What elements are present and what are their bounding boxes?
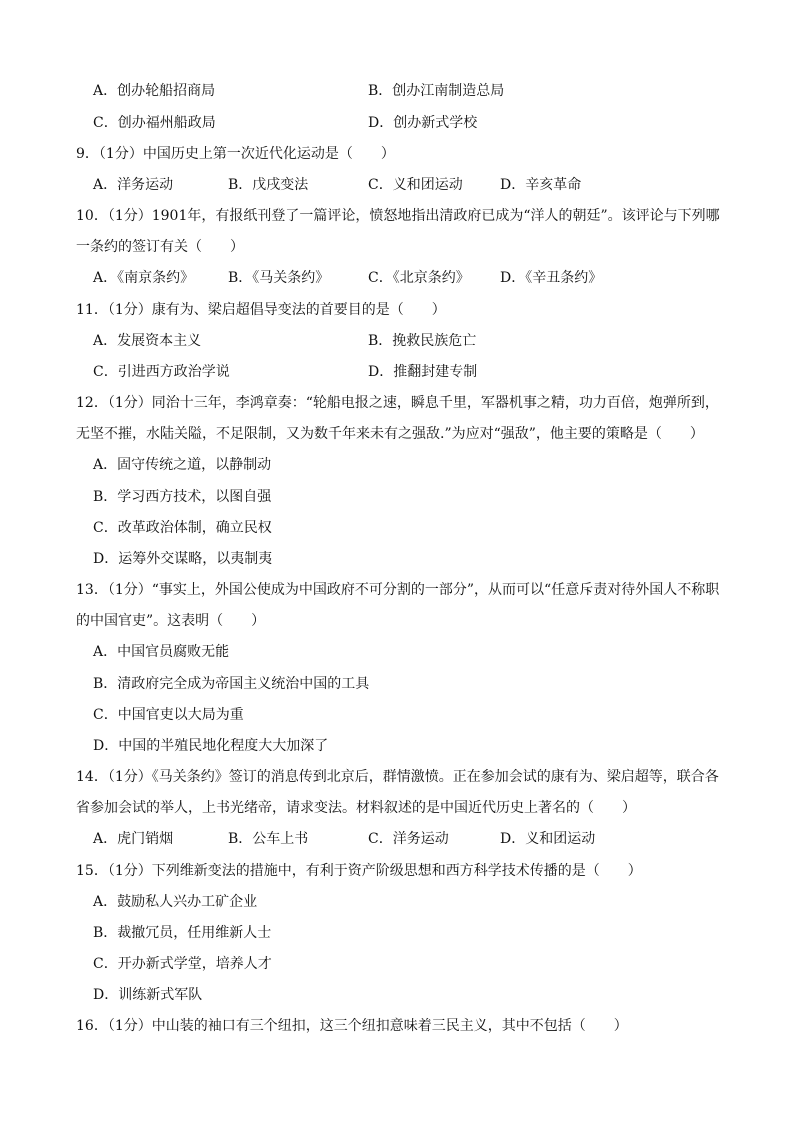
q11-option-c: C．引进西方政治学说: [93, 364, 230, 380]
q8-option-a: A．创办轮船招商局: [93, 83, 216, 99]
q13-option-d: D．中国的半殖民地化程度大大加深了: [93, 738, 329, 754]
q14-stem-line2: 省参加会试的举人，上书光绪帝，请求变法。材料叙述的是中国近代历史上著名的（ ）: [76, 800, 636, 816]
q11-option-a: A．发展资本主义: [93, 333, 202, 349]
q12-option-c: C．改革政治体制，确立民权: [93, 520, 272, 536]
q16-stem: 16．（1分）中山装的袖口有三个纽扣，这三个纽扣意味着三民主义，其中不包括（ ）: [76, 1018, 628, 1034]
q14-stem-line1: 14．（1分）《马关条约》签订的消息传到北京后，群情激愤。正在参加会试的康有为、梁启超等，联合各: [76, 769, 719, 785]
q11-option-b: B．挽救民族危亡: [368, 333, 477, 349]
q9-option-b: B．戊戌变法: [228, 177, 309, 193]
q9-option-a: A．洋务运动: [93, 177, 174, 193]
q13-stem-line1: 13．（1分）“事实上，外国公使成为中国政府不可分割的一部分”，从而可以“任意斥责对待外国人不称职: [76, 582, 720, 598]
q15-option-b: B．裁撤冗员，任用维新人士: [93, 925, 272, 941]
q10-stem-line1: 10．（1分）1901年，有报纸刊登了一篇评论，愤怒地指出清政府已成为“洋人的朝廷”。该评论与下列哪: [76, 208, 720, 224]
q15-option-c: C．开办新式学堂，培养人才: [93, 956, 272, 972]
q14-option-d: D．义和团运动: [500, 831, 596, 847]
q8-option-d: D．创办新式学校: [368, 115, 478, 131]
q8-option-b: B．创办江南制造总局: [368, 83, 505, 99]
q13-option-a: A．中国官员腐败无能: [93, 644, 230, 660]
q10-option-c: C．《北京条约》: [368, 270, 470, 286]
q9-option-d: D．辛亥革命: [500, 177, 582, 193]
q15-option-a: A．鼓励私人兴办工矿企业: [93, 894, 258, 910]
q9-stem: 9．（1分）中国历史上第一次近代化运动是（ ）: [76, 146, 395, 162]
q10-option-a: A．《南京条约》: [93, 270, 195, 286]
q13-stem-line2: 的中国官吏”。这表明（ ）: [76, 613, 266, 629]
q15-stem: 15．（1分）下列维新变法的措施中，有利于资产阶级思想和西方科学技术传播的是（ ）: [76, 863, 642, 879]
q12-stem-line2: 无坚不摧，水陆关隘，不足限制，又为数千年来未有之强敌.”为应对“强敌”，他主要的策略是（ ）: [76, 426, 704, 442]
q9-option-c: C．义和团运动: [368, 177, 463, 193]
q13-option-b: B．清政府完全成为帝国主义统治中国的工具: [93, 676, 370, 692]
q14-option-b: B．公车上书: [228, 831, 309, 847]
q10-option-d: D．《辛丑条约》: [500, 270, 603, 286]
q13-option-c: C．中国官吏以大局为重: [93, 707, 244, 723]
q10-stem-line2: 一条约的签订有关（ ）: [76, 239, 244, 255]
q12-option-d: D．运筹外交谋略，以夷制夷: [93, 551, 273, 567]
q14-option-c: C．洋务运动: [368, 831, 449, 847]
q14-option-a: A．虎门销烟: [93, 831, 174, 847]
q12-stem-line1: 12．（1分）同治十三年，李鸿章奏：“轮船电报之速，瞬息千里，军器机事之精，功力百倍，炮弹所到，: [76, 395, 719, 411]
q12-option-b: B．学习西方技术，以图自强: [93, 489, 272, 505]
q15-option-d: D．训练新式军队: [93, 987, 203, 1003]
q11-stem: 11．（1分）康有为、梁启超倡导变法的首要目的是（ ）: [76, 302, 446, 318]
q8-option-c: C．创办福州船政局: [93, 115, 216, 131]
q11-option-d: D．推翻封建专制: [368, 364, 478, 380]
q10-option-b: B．《马关条约》: [228, 270, 330, 286]
q12-option-a: A．固守传统之道，以静制动: [93, 457, 272, 473]
